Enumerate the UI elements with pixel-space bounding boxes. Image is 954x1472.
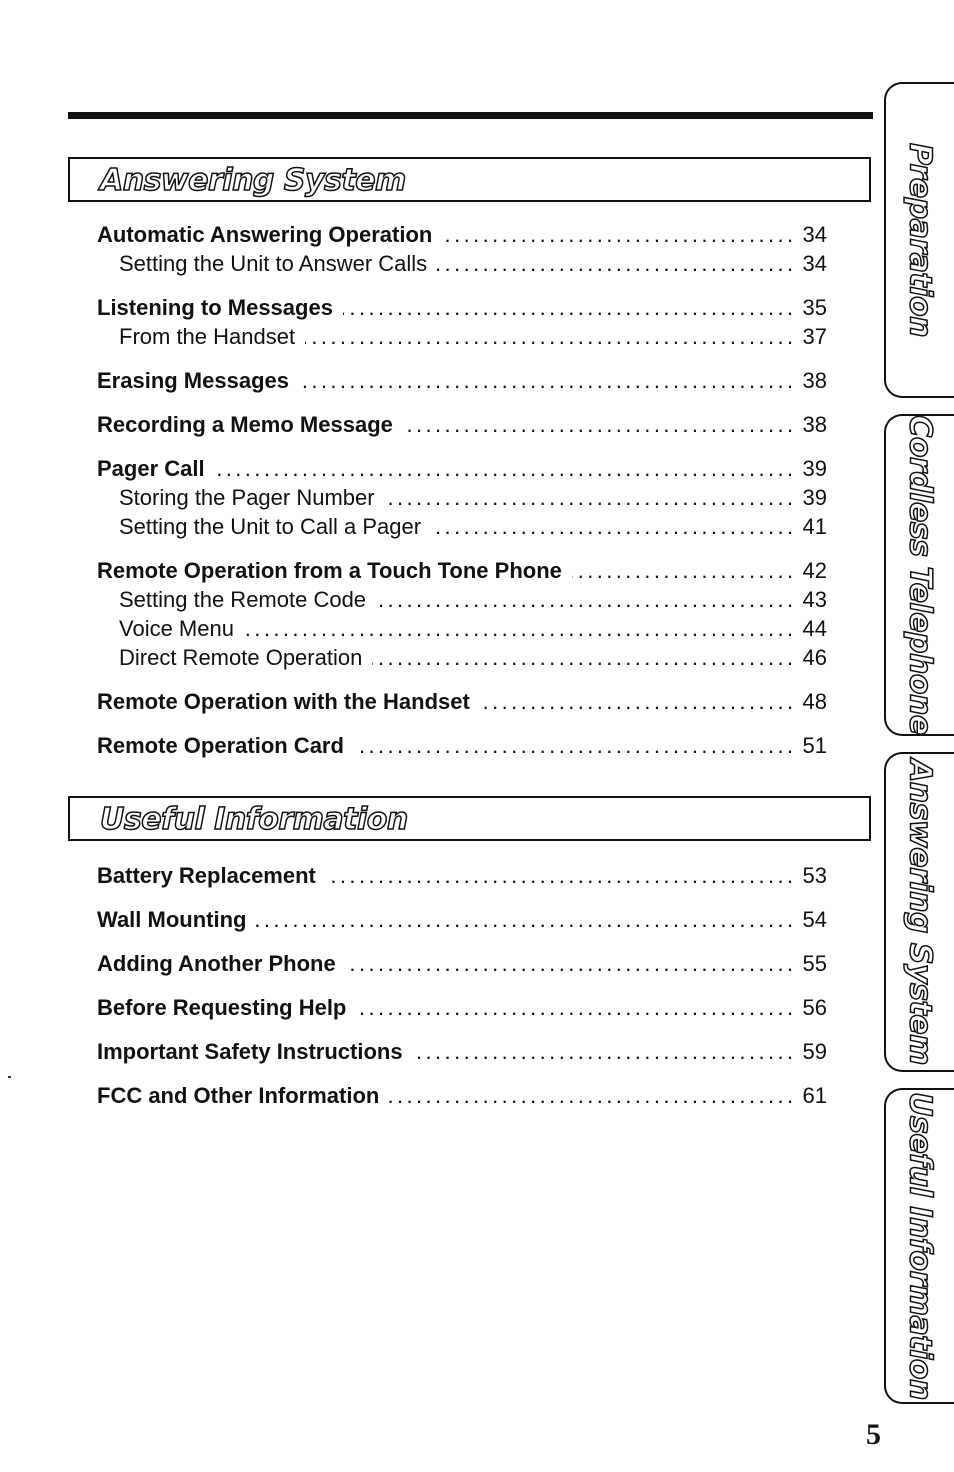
toc-entry-title: Automatic Answering Operation [97, 222, 433, 247]
dot-leader [389, 1081, 796, 1110]
dot-leader [431, 512, 796, 541]
toc-entry-page: 59 [802, 1039, 827, 1064]
toc-entry-title: From the Handset [119, 324, 296, 349]
toc-entry-title: Voice Menu [119, 616, 234, 641]
dot-leader [256, 905, 796, 934]
dot-leader [376, 585, 796, 614]
toc-entry[interactable] [97, 585, 827, 614]
side-tab-label: Preparation [902, 142, 938, 338]
toc-entry-page: 56 [802, 995, 827, 1020]
dot-leader [326, 861, 797, 890]
toc-entry[interactable] [97, 249, 827, 278]
dot-leader [244, 614, 797, 643]
dot-leader [343, 293, 797, 322]
dot-leader [442, 220, 796, 249]
toc-entry-title: Setting the Unit to Call a Pager [119, 514, 422, 539]
toc-entry-page: 38 [802, 368, 827, 393]
toc-entry-title: FCC and Other Information [97, 1083, 380, 1108]
toc-entry[interactable] [97, 643, 827, 672]
toc-entry[interactable] [97, 220, 827, 249]
toc-entry-page: 41 [802, 514, 827, 539]
side-tab-useful-information[interactable] [884, 1088, 954, 1404]
toc-entry-page: 37 [802, 324, 827, 349]
toc-answering-system [97, 220, 827, 760]
toc-entry-page: 39 [802, 485, 827, 510]
dot-leader [403, 410, 797, 439]
dot-leader [305, 322, 796, 351]
toc-entry-title: Before Requesting Help [97, 995, 347, 1020]
toc-entry-title: Listening to Messages [97, 295, 333, 320]
toc-entry-page: 61 [802, 1083, 827, 1108]
toc-entry-title: Setting the Unit to Answer Calls [119, 251, 428, 276]
side-tab-preparation[interactable] [884, 82, 954, 398]
toc-entry[interactable] [97, 410, 827, 439]
toc-entry[interactable] [97, 993, 827, 1022]
toc-entry-page: 39 [802, 456, 827, 481]
section-header-useful-information [68, 796, 871, 841]
dot-leader [354, 731, 797, 760]
section-header-answering-system [68, 157, 871, 202]
toc-entry[interactable] [97, 454, 827, 483]
section-title: Answering System [100, 163, 406, 198]
toc-entry[interactable] [97, 687, 827, 716]
toc-entry-title: Important Safety Instructions [97, 1039, 403, 1064]
dot-leader [299, 366, 797, 395]
toc-entry-title: Erasing Messages [97, 368, 289, 393]
dot-leader [480, 687, 797, 716]
toc-entry[interactable] [97, 556, 827, 585]
toc-entry-page: 54 [802, 907, 827, 932]
toc-entry-title: Battery Replacement [97, 863, 316, 888]
side-tab-label: Useful Information [902, 1092, 938, 1400]
scan-speck [8, 1076, 11, 1078]
toc-entry-page: 34 [802, 222, 827, 247]
side-tab-label: Answering System [902, 759, 938, 1065]
toc-entry-title: Setting the Remote Code [119, 587, 367, 612]
toc-entry[interactable] [97, 614, 827, 643]
toc-entry[interactable] [97, 949, 827, 978]
toc-entry[interactable] [97, 366, 827, 395]
dot-leader [437, 249, 796, 278]
toc-entry-page: 42 [802, 558, 827, 583]
dot-leader [372, 643, 796, 672]
toc-entry[interactable] [97, 512, 827, 541]
toc-entry-title: Storing the Pager Number [119, 485, 375, 510]
toc-entry-title: Adding Another Phone [97, 951, 336, 976]
toc-entry-page: 51 [802, 733, 827, 758]
toc-entry[interactable] [97, 322, 827, 351]
toc-entry[interactable] [97, 483, 827, 512]
toc-entry[interactable] [97, 731, 827, 760]
page-number: 5 [866, 1418, 881, 1451]
toc-entry-page: 44 [802, 616, 827, 641]
toc-entry-page: 55 [802, 951, 827, 976]
dot-leader [215, 454, 797, 483]
dot-leader [346, 949, 797, 978]
dot-leader [356, 993, 796, 1022]
toc-entry-page: 43 [802, 587, 827, 612]
toc-entry-title: Direct Remote Operation [119, 645, 363, 670]
toc-entry-title: Remote Operation with the Handset [97, 689, 470, 714]
side-tab-cordless-telephone[interactable] [884, 414, 954, 736]
toc-entry-page: 48 [802, 689, 827, 714]
toc-entry-title: Remote Operation Card [97, 733, 344, 758]
toc-entry-title: Recording a Memo Message [97, 412, 393, 437]
dot-leader [385, 483, 797, 512]
toc-entry-page: 38 [802, 412, 827, 437]
side-tab-answering-system[interactable] [884, 752, 954, 1072]
section-title: Useful Information [100, 802, 408, 837]
toc-entry[interactable] [97, 905, 827, 934]
dot-leader [413, 1037, 797, 1066]
side-tab-label: Cordless Telephone [902, 415, 938, 735]
toc-entry[interactable] [97, 1037, 827, 1066]
toc-entry-page: 35 [802, 295, 827, 320]
dot-leader [572, 556, 797, 585]
toc-useful-information [97, 861, 827, 1110]
toc-entry-title: Pager Call [97, 456, 205, 481]
toc-entry-title: Remote Operation from a Touch Tone Phone [97, 558, 562, 583]
toc-entry-page: 34 [802, 251, 827, 276]
toc-entry[interactable] [97, 1081, 827, 1110]
toc-entry-page: 46 [802, 645, 827, 670]
top-rule [68, 112, 873, 119]
toc-entry[interactable] [97, 861, 827, 890]
toc-entry-page: 53 [802, 863, 827, 888]
toc-entry-title: Wall Mounting [97, 907, 247, 932]
toc-entry[interactable] [97, 293, 827, 322]
